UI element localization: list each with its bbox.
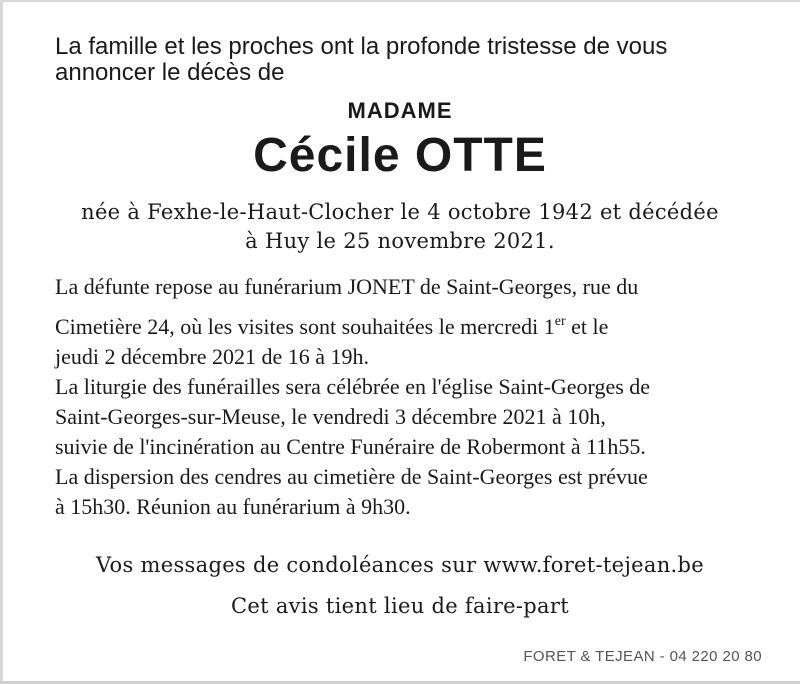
details-line-4: La liturgie des funérailles sera célébrée en l'église Saint-Georges de xyxy=(55,374,651,399)
details-line-6: suivie de l'incinération au Centre Funéraire de Robermont à 11h55. xyxy=(55,434,646,459)
border-top xyxy=(0,0,800,2)
funeral-details xyxy=(55,270,770,522)
condolences-message: Vos messages de condoléances sur www.foret-tejean.be xyxy=(96,553,704,577)
details-line-2-end: et le xyxy=(565,314,609,339)
details-line-7: La dispersion des cendres au cimetière de Saint-Georges est prévue xyxy=(55,464,648,489)
funeral-home-footer: FORET & TEJEAN - 04 220 20 80 xyxy=(523,648,762,665)
details-line-1: La défunte repose au funérarium JONET de Saint-Georges, rue du xyxy=(55,274,639,299)
birth-death-line-1: née à Fexhe-le-Haut-Clocher le 4 octobre 1942 et décédée xyxy=(81,200,719,224)
details-line-8: à 15h30. Réunion au funérarium à 9h30. xyxy=(55,494,411,519)
intro-line-1: La famille et les proches ont la profonde tristesse de vous xyxy=(55,33,668,60)
notice-statement: Cet avis tient lieu de faire-part xyxy=(231,594,569,618)
details-line-5: Saint-Georges-sur-Meuse, le vendredi 3 décembre 2021 à 10h, xyxy=(55,404,606,429)
intro-line-2: annoncer le décès de xyxy=(55,59,285,86)
deceased-name: Cécile OTTE xyxy=(253,129,547,182)
intro-text xyxy=(55,34,755,86)
ordinal-suffix: er xyxy=(554,314,566,329)
birth-death-info xyxy=(40,198,760,256)
birth-death-line-2: à Huy le 25 novembre 2021. xyxy=(245,229,555,253)
details-line-2 xyxy=(55,312,770,342)
details-line-3: jeudi 2 décembre 2021 de 16 à 19h. xyxy=(55,344,370,369)
details-line-2-text: Cimetière 24, où les visites sont souhaitées le mercredi 1 xyxy=(55,314,555,339)
honorific: MADAME xyxy=(347,98,453,123)
